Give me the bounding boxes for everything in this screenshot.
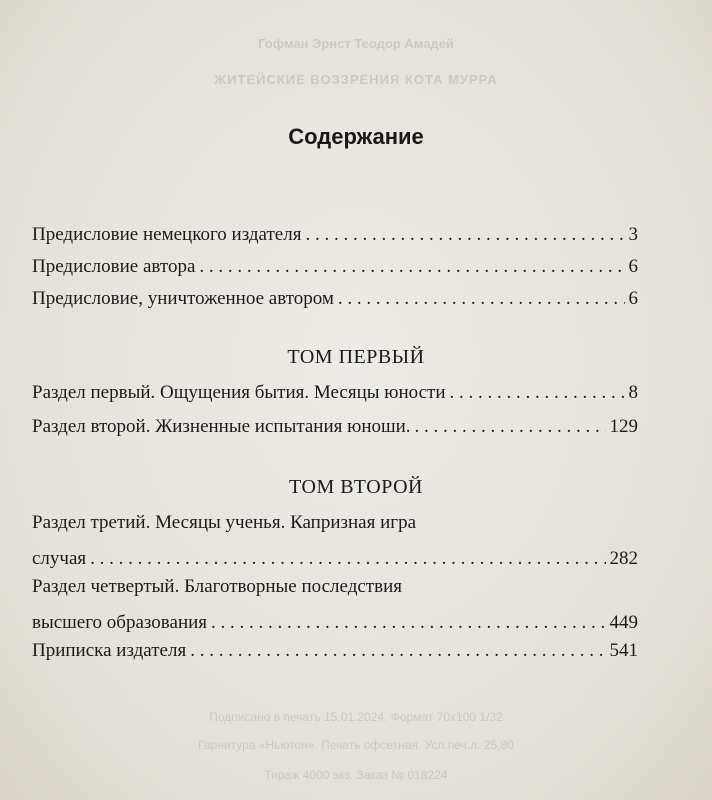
toc-entry[interactable] <box>32 380 638 406</box>
toc-page-number: 3 <box>628 224 638 245</box>
toc-entry[interactable] <box>32 414 638 440</box>
leader-dots <box>199 254 624 280</box>
toc-entry[interactable] <box>32 254 638 280</box>
bleed-through-imprint-2: Гарнитура «Ньютон». Печать офсетная. Усл.печ.л. 25,80 <box>198 738 514 752</box>
toc-entry-label: случая <box>32 548 87 569</box>
leader-dots <box>415 414 606 440</box>
toc-page-number: 282 <box>609 548 638 569</box>
toc-page-number: 449 <box>609 612 638 633</box>
toc-entry-label: Приписка издателя <box>32 640 187 661</box>
toc-entry[interactable] <box>32 286 638 312</box>
leader-dots <box>211 610 605 636</box>
toc-entry-label: Раздел первый. Ощущения бытия. Месяцы юности <box>32 382 446 403</box>
leader-dots <box>338 286 625 312</box>
toc-entry[interactable] <box>32 574 638 636</box>
toc-page-number: 541 <box>609 640 638 661</box>
leader-dots <box>305 222 624 248</box>
bleed-through-author: Гофман Эрнст Теодор Амадей <box>258 36 454 51</box>
toc-page-number: 6 <box>628 288 638 309</box>
toc-page-number: 8 <box>628 382 638 403</box>
toc-entry-label-line1: Раздел третий. Месяцы ученья. Капризная игра <box>32 512 416 533</box>
toc-entry-label: Предисловие, уничтоженное автором <box>32 288 334 309</box>
bleed-through-book-title: ЖИТЕЙСКИЕ ВОЗЗРЕНИЯ КОТА МУРРА <box>214 72 498 87</box>
leader-dots <box>450 380 625 406</box>
toc-entry-label: Предисловие автора <box>32 256 196 277</box>
volume-one-heading: ТОМ ПЕРВЫЙ <box>287 346 425 368</box>
contents-title: Содержание <box>288 124 424 149</box>
toc-page-number: 129 <box>609 416 638 437</box>
toc-entry-label: Раздел второй. Жизненные испытания юноши. <box>32 416 411 437</box>
bleed-through-imprint-1: Подписано в печать 15.01.2024. Формат 70х100 1/32 <box>209 710 503 724</box>
toc-entry-label: Предисловие немецкого издателя <box>32 224 302 245</box>
toc-entry[interactable] <box>32 222 638 248</box>
bleed-through-imprint-3: Тираж 4000 экз. Заказ № 018224 <box>264 768 448 782</box>
toc-entry-label-line1: Раздел четвертый. Благотворные последствия <box>32 576 402 597</box>
toc-entry-label: высшего образования <box>32 612 208 633</box>
leader-dots <box>90 546 605 572</box>
toc-entry[interactable] <box>32 638 638 664</box>
toc-entry[interactable] <box>32 510 638 572</box>
leader-dots <box>190 638 605 664</box>
volume-two-heading: ТОМ ВТОРОЙ <box>289 476 423 498</box>
toc-page-number: 6 <box>628 256 638 277</box>
